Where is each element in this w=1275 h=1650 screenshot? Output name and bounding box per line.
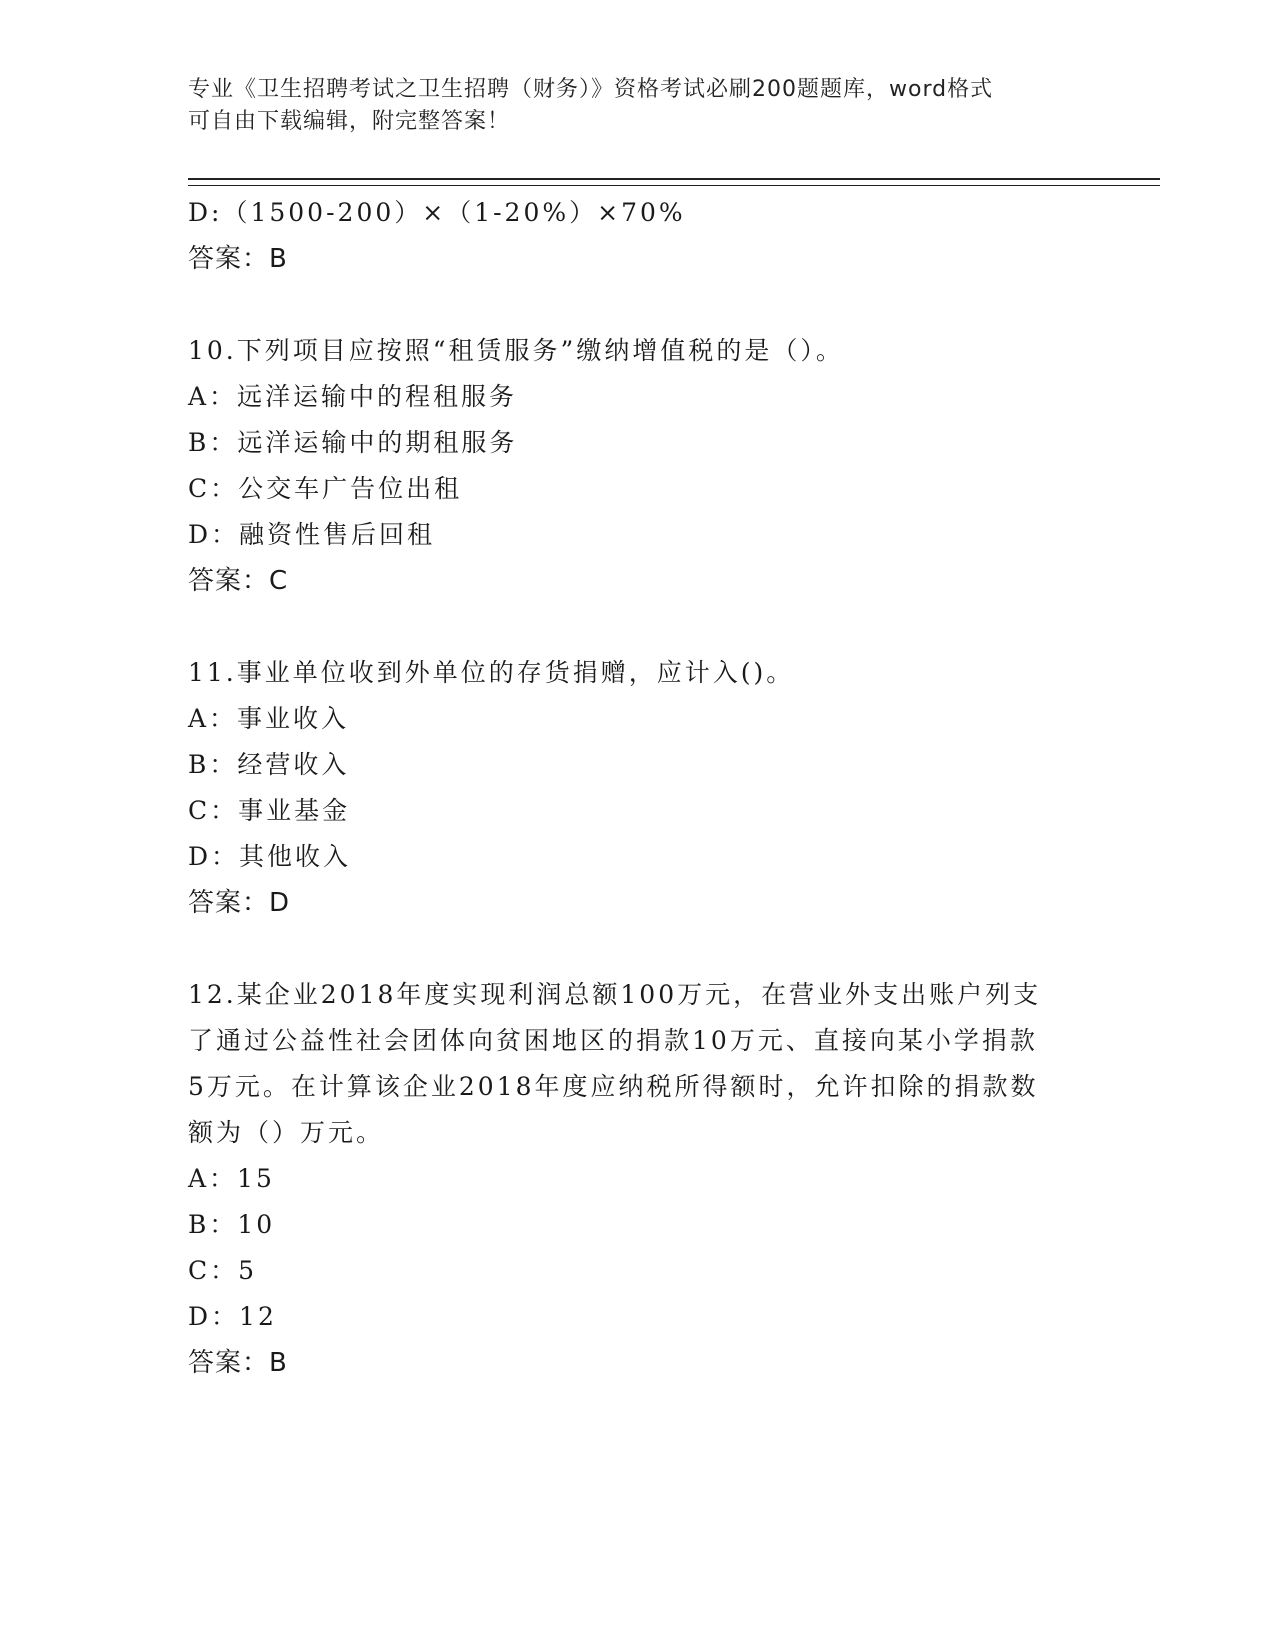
option-d: D：融资性售后回租: [188, 520, 436, 549]
question-9-tail: [188, 190, 1088, 282]
spacer: [188, 926, 1088, 972]
option-b: B：经营收入: [188, 750, 350, 779]
question-11: [188, 650, 1088, 926]
answer-label: 答案：B: [188, 244, 288, 274]
option-a: A：15: [188, 1164, 275, 1193]
option-c: C：5: [188, 1256, 258, 1285]
option-b: B：远洋运输中的期租服务: [188, 428, 518, 457]
option-d: D：12: [188, 1302, 277, 1331]
option-c: C：公交车广告位出租: [188, 474, 463, 503]
option-c: C：事业基金: [188, 796, 351, 825]
question-12: [188, 972, 1088, 1386]
question-list: [188, 190, 1088, 1386]
header-divider: [188, 178, 1160, 186]
question-stem: 11.事业单位收到外单位的存货捐赠，应计入()。: [188, 658, 795, 687]
option-d: D：其他收入: [188, 842, 352, 871]
option-a: A：远洋运输中的程租服务: [188, 382, 518, 411]
option-a: A：事业收入: [188, 704, 350, 733]
question-stem-line-2: 了通过公益性社会团体向贫困地区的捐款10万元、直接向某小学捐款: [188, 1026, 1038, 1055]
header-title-line-1: 专业《卫生招聘考试之卫生招聘（财务）》资格考试必刷200题题库，word格式: [188, 77, 994, 102]
spacer: [188, 282, 1088, 328]
question-stem: 10.下列项目应按照“租赁服务”缴纳增值税的是（）。: [188, 336, 844, 365]
question-stem-line-1: 12.某企业2018年度实现利润总额100万元，在营业外支出账户列支: [188, 980, 1042, 1009]
header-title-line-2: 可自由下载编辑，附完整答案！: [188, 109, 511, 134]
answer-label: 答案：D: [188, 888, 291, 918]
spacer: [188, 604, 1088, 650]
question-stem-line-3: 5万元。在计算该企业2018年度应纳税所得额时，允许扣除的捐款数: [188, 1072, 1039, 1101]
question-stem-line-4: 额为（）万元。: [188, 1118, 385, 1147]
answer-label: 答案：B: [188, 1348, 288, 1378]
answer-label: 答案：C: [188, 566, 289, 596]
option-d: D:（1500-200）×（1-20%）×70%: [188, 198, 686, 227]
document-header: [188, 74, 1088, 138]
option-b: B：10: [188, 1210, 276, 1239]
question-10: [188, 328, 1088, 604]
